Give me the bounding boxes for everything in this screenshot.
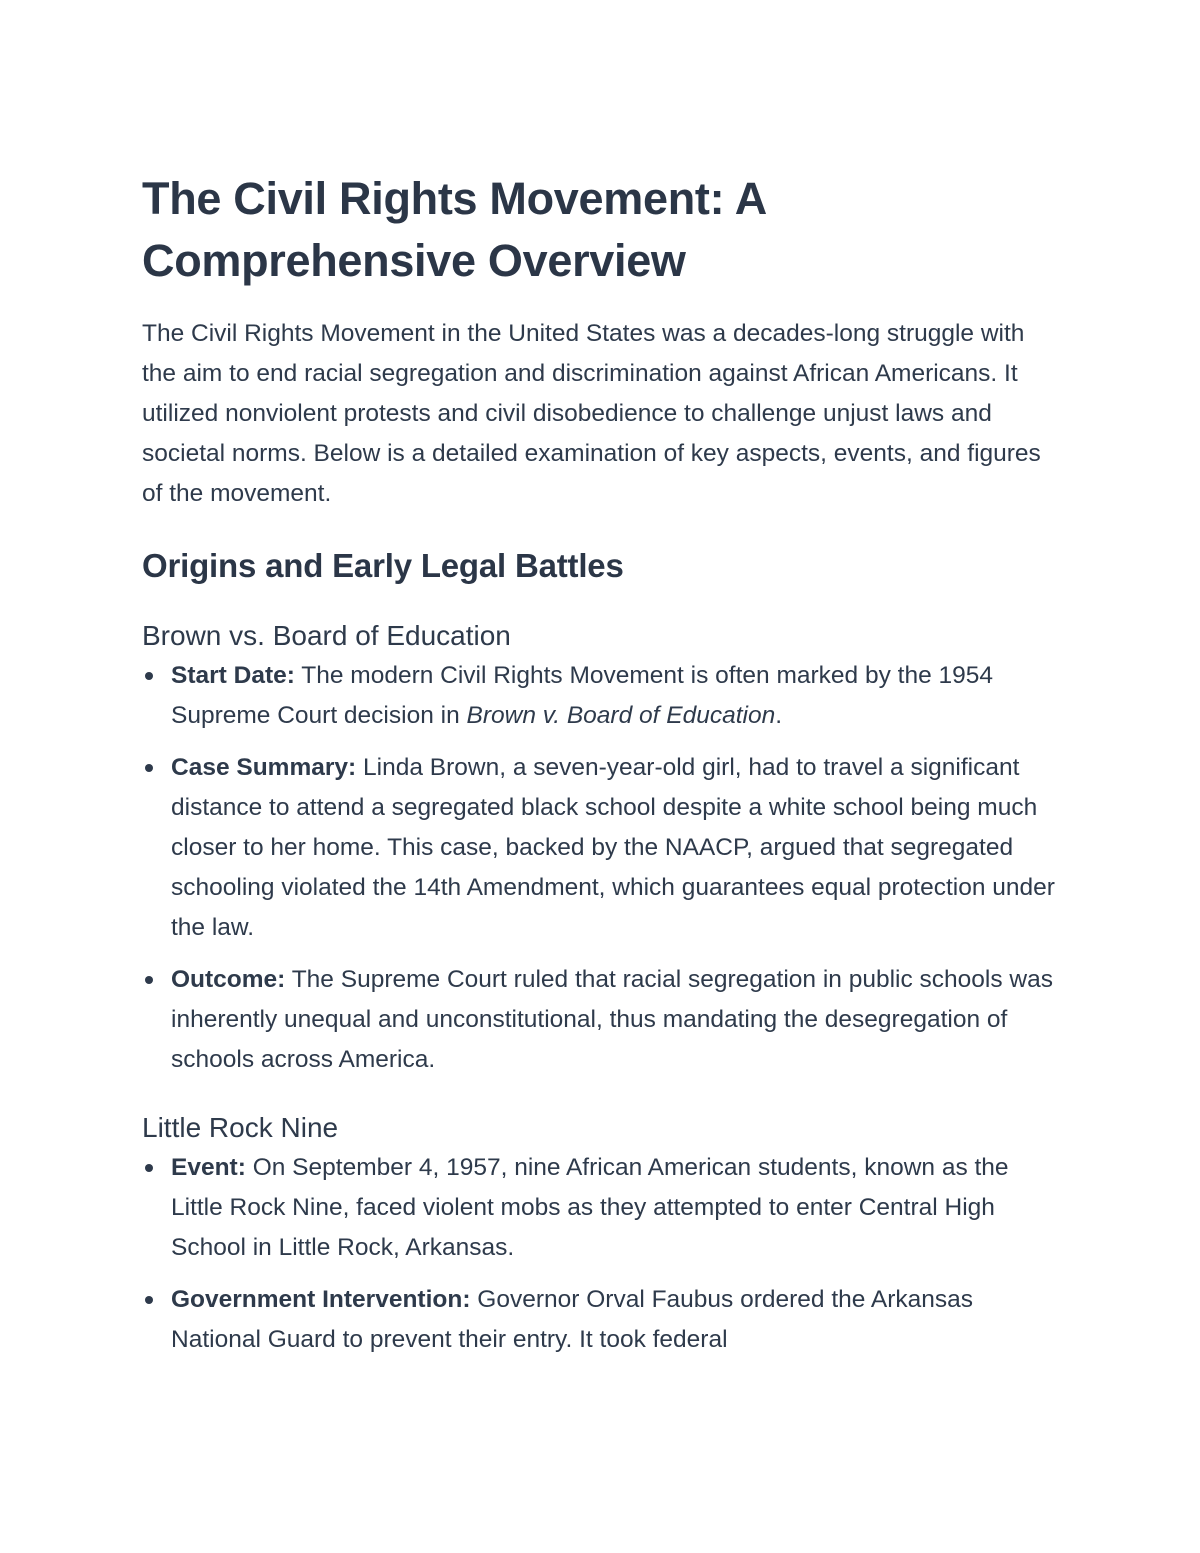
item-text: Governor Orval Faubus ordered the Arkansas National Guard to prevent their entry. It took federal — [171, 1286, 973, 1353]
section-heading-origins: Origins and Early Legal Battles — [142, 547, 624, 584]
bullet-icon — [145, 1296, 153, 1304]
bullet-icon — [145, 672, 153, 680]
list-item — [142, 656, 1062, 736]
item-label: Start Date: — [171, 662, 295, 689]
item-tail: . — [775, 702, 783, 729]
document-page — [142, 168, 1062, 1360]
little-rock-bullet-list — [142, 1148, 1062, 1360]
brown-bullet-list — [142, 656, 1062, 1080]
item-italic-text: Brown v. Board of Education — [466, 702, 776, 729]
subheading-brown-vs-board: Brown vs. Board of Education — [142, 620, 511, 651]
list-item — [142, 1148, 1062, 1268]
page-title: The Civil Rights Movement: A Comprehensive Overview — [142, 173, 766, 286]
item-text: The modern Civil Rights Movement is often marked by the 1954 Supreme Court decision in — [171, 662, 994, 729]
item-label: Government Intervention: — [171, 1286, 471, 1313]
item-label: Outcome: — [171, 966, 286, 993]
intro-paragraph: The Civil Rights Movement in the United States was a decades-long struggle with the aim to end racial segregation and discrimination against African Americans. It utilized nonviolent protests and civil disobedience to challenge unjust laws and societal norms. Below is a detailed examination of key aspects, events, and figures of the movement. — [142, 320, 1041, 507]
item-label: Case Summary: — [171, 754, 357, 781]
item-text: Linda Brown, a seven-year-old girl, had to travel a significant distance to attend a segregated black school despite a white school being much closer to her home. This case, backed by the NAACP, argued that segregated schooling violated the 14th Amendment, which guarantees equal protection under the law. — [171, 754, 1055, 941]
bullet-icon — [145, 764, 153, 772]
item-text: On September 4, 1957, nine African American students, known as the Little Rock Nine, faced violent mobs as they attempted to enter Central High School in Little Rock, Arkansas. — [171, 1154, 1009, 1261]
list-item — [142, 1280, 1062, 1360]
item-text: The Supreme Court ruled that racial segregation in public schools was inherently unequal and unconstitutional, thus mandating the desegregation of schools across America. — [171, 966, 1053, 1073]
subheading-little-rock-nine: Little Rock Nine — [142, 1112, 339, 1143]
item-label: Event: — [171, 1154, 246, 1181]
bullet-icon — [145, 1164, 153, 1172]
bullet-icon — [145, 976, 153, 984]
list-item — [142, 748, 1062, 948]
list-item — [142, 960, 1062, 1080]
